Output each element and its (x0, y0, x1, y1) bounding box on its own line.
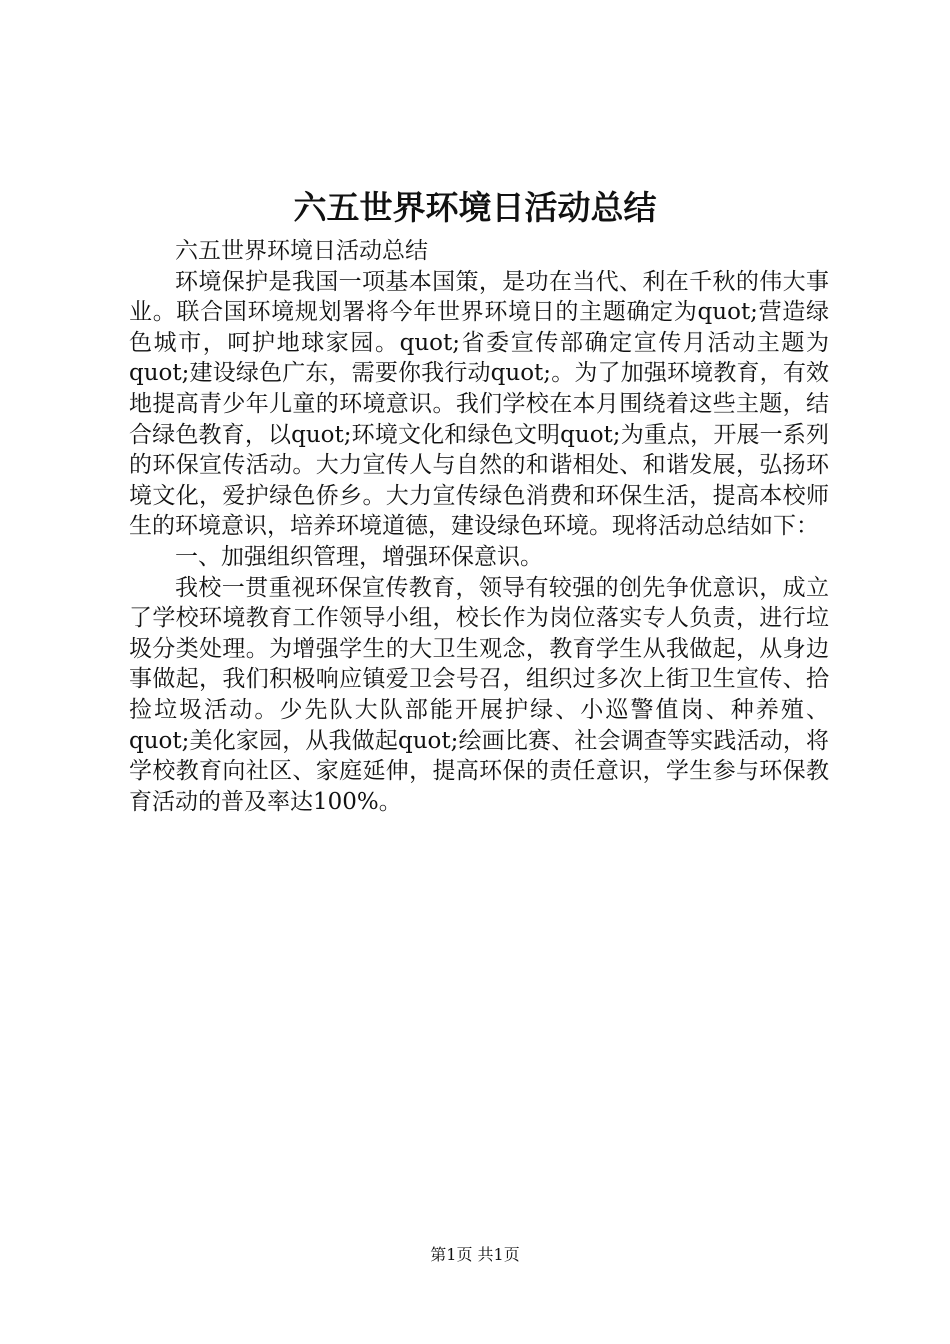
page-footer: 第1页 共1页 (430, 1245, 520, 1264)
paragraph-intro: 环境保护是我国一项基本国策，是功在当代、利在千秋的伟大事业。联合国环境规划署将今年世界环境日的主题确定为quot;营造绿色城市，呵护地球家园。quot;省委宣传部确定宣传月活动主题为quot;建设绿色广东，需要你我行动quot;。为了加强环境教育，有效地提高青少年儿童的环境意识。我们学校在本月围绕着这些主题，结合绿色教育，以quot;环境文化和绿色文明quot;为重点，开展一系列的环保宣传活动。大力宣传人与自然的和谐相处、和谐发展，弘扬环境文化，爱护绿色侨乡。大力宣传绿色消费和环保生活，提高本校师生的环境意识，培养环境道德，建设绿色环境。现将活动总结如下： (129, 268, 829, 540)
section-heading-1: 一、加强组织管理，增强环保意识。 (175, 543, 543, 570)
document-title: 六五世界环境日活动总结 (293, 188, 657, 227)
paragraph-section-1: 我校一贯重视环保宣传教育，领导有较强的创先争优意识，成立了学校环境教育工作领导小组，校长作为岗位落实专人负责，进行垃圾分类处理。为增强学生的大卫生观念，教育学生从我做起，从身边事做起，我们积极响应镇爱卫会号召，组织过多次上街卫生宣传、拾捡垃圾活动。少先队大队部能开展护绿、小巡警值岗、种养殖、quot;美化家园，从我做起quot;绘画比赛、社会调查等实践活动，将学校教育向社区、家庭延伸，提高环保的责任意识，学生参与环保教育活动的普及率达100%。 (129, 574, 829, 815)
document-body (129, 236, 829, 817)
paragraph-subtitle: 六五世界环境日活动总结 (175, 238, 428, 264)
